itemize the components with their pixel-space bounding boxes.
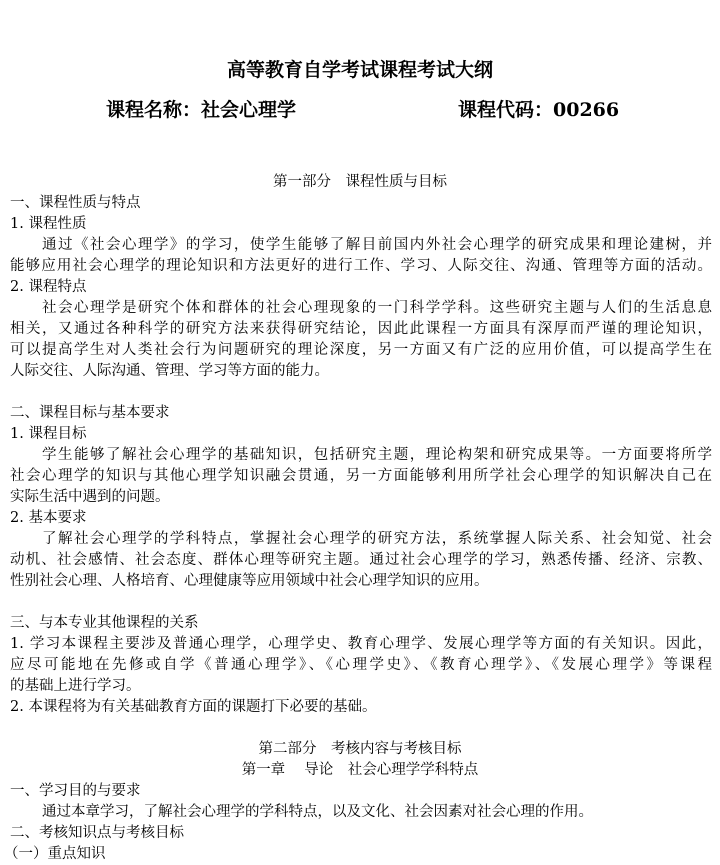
part-two-heading: 第二部分 考核内容与考核目标 bbox=[258, 741, 462, 757]
chapter-heading: 第一章 导论 社会心理学学科特点 bbox=[241, 762, 479, 778]
paragraph-line: 2. 本课程将为有关基础教育方面的课题打下必要的基础。 bbox=[10, 699, 377, 715]
course-name: 课程名称：社会心理学 bbox=[106, 99, 297, 121]
paragraph-line: 通过《社会心理学》的学习，使学生能够了解目前国内外社会心理学的研究成果和理论建树，并 bbox=[42, 237, 712, 253]
paragraph-line: 通过本章学习，了解社会心理学的学科特点，以及文化、社会因素对社会心理的作用。 bbox=[42, 804, 593, 820]
paragraph-line: 实际生活中遇到的问题。 bbox=[10, 489, 170, 505]
subsection-heading: 1. 课程目标 bbox=[10, 426, 87, 442]
part-one-heading: 第一部分 课程性质与目标 bbox=[273, 174, 447, 190]
document-title: 高等教育自学考试课程考试大纲 bbox=[226, 59, 493, 81]
section-heading: 二、考核知识点与考核目标 bbox=[10, 825, 184, 841]
course-code: 课程代码：00266 bbox=[458, 99, 620, 121]
paragraph-line: 社会心理学是研究个体和群体的社会心理现象的一门科学学科。这些研究主题与人们的生活息息 bbox=[42, 300, 712, 316]
paragraph-line: 可以提高学生对人类社会行为问题研究的理论深度，另一方面又有广泛的应用价值，可以提高学生在 bbox=[10, 342, 712, 358]
paragraph-line: 学生能够了解社会心理学的基础知识，包括研究主题，理论构架和研究成果等。一方面要将所学 bbox=[42, 447, 712, 463]
section-heading: 三、与本专业其他课程的关系 bbox=[10, 615, 199, 631]
subsection-heading: （一）重点知识 bbox=[4, 846, 106, 862]
paragraph-line: 动机、社会感情、社会态度、群体心理等研究主题。通过社会心理学的学习，熟悉传播、经济、宗教、 bbox=[10, 552, 712, 568]
subsection-heading: 1. 课程性质 bbox=[10, 216, 87, 232]
paragraph-line: 的基础上进行学习。 bbox=[10, 678, 141, 694]
paragraph-line: 社会心理学的知识与其他心理学知识融会贯通，另一方面能够利用所学社会心理学的知识解决自己在 bbox=[10, 468, 712, 484]
paragraph-line: 相关，又通过各种科学的研究方法来获得研究结论，因此此课程一方面具有深厚而严谨的理论知识， bbox=[10, 321, 712, 337]
paragraph-line: 人际交往、人际沟通、管理、学习等方面的能力。 bbox=[10, 363, 329, 379]
paragraph-line: 1. 学习本课程主要涉及普通心理学，心理学史、教育心理学、发展心理学等方面的有关知识。因此， bbox=[10, 636, 712, 652]
paragraph-line: 能够应用社会心理学的理论知识和方法更好的进行工作、学习、人际交往、沟通、管理等方面的活动。 bbox=[10, 258, 712, 274]
subsection-heading: 2. 基本要求 bbox=[10, 510, 87, 526]
section-heading: 二、课程目标与基本要求 bbox=[10, 405, 170, 421]
section-heading: 一、课程性质与特点 bbox=[10, 195, 141, 211]
subsection-heading: 2. 课程特点 bbox=[10, 279, 87, 295]
paragraph-line: 应尽可能地在先修或自学《普通心理学》、《心理学史》、《教育心理学》、《发展心理学》等课程 bbox=[10, 657, 712, 673]
paragraph-line: 了解社会心理学的学科特点，掌握社会心理学的研究方法，系统掌握人际关系、社会知觉、社会 bbox=[42, 531, 712, 547]
section-heading: 一、学习目的与要求 bbox=[10, 783, 141, 799]
paragraph-line: 性别社会心理、人格培育、心理健康等应用领域中社会心理学知识的应用。 bbox=[10, 573, 489, 589]
